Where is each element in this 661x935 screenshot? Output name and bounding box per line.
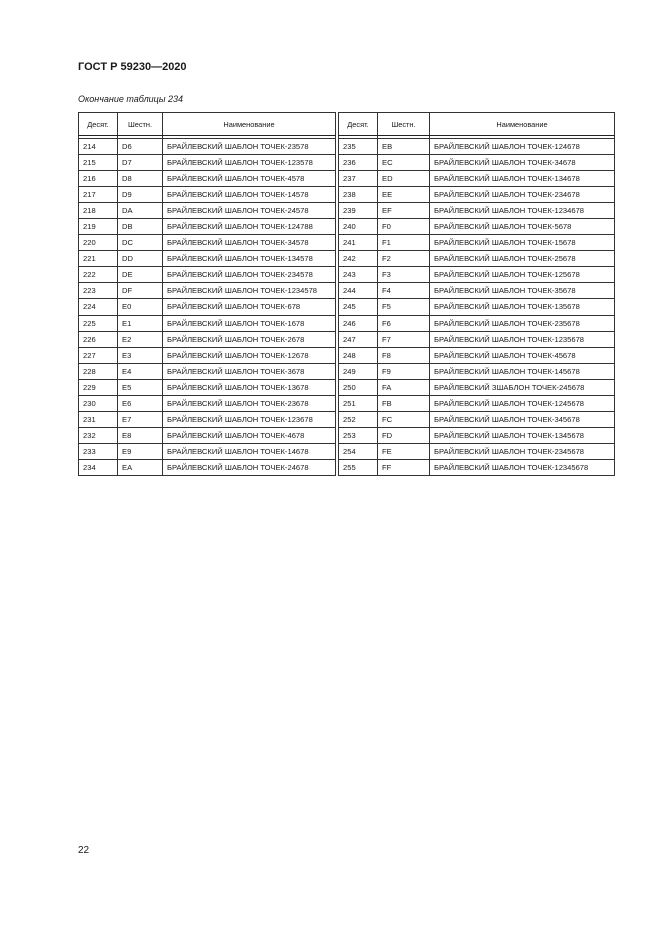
cell-decimal: 243 bbox=[339, 267, 378, 283]
table-row bbox=[339, 139, 615, 155]
cell-name: БРАЙЛЕВСКИЙ ШАБЛОН ТОЧЕК-125678 bbox=[430, 267, 615, 283]
cell-name: БРАЙЛЕВСКИЙ ШАБЛОН ТОЧЕК-1235678 bbox=[430, 331, 615, 347]
table-row bbox=[339, 251, 615, 267]
cell-decimal: 255 bbox=[339, 459, 378, 475]
cell-hex: F5 bbox=[378, 299, 430, 315]
table-row bbox=[79, 171, 336, 187]
cell-decimal: 249 bbox=[339, 363, 378, 379]
table-row bbox=[339, 459, 615, 475]
table-row bbox=[79, 315, 336, 331]
table-row bbox=[79, 459, 336, 475]
cell-name: БРАЙЛЕВСКИЙ ШАБЛОН ТОЧЕК-678 bbox=[163, 299, 336, 315]
cell-hex: E8 bbox=[118, 427, 163, 443]
cell-hex: E7 bbox=[118, 411, 163, 427]
cell-name: БРАЙЛЕВСКИЙ ШАБЛОН ТОЧЕК-23678 bbox=[163, 395, 336, 411]
cell-decimal: 217 bbox=[79, 187, 118, 203]
table-row bbox=[79, 395, 336, 411]
cell-decimal: 234 bbox=[79, 459, 118, 475]
code-table bbox=[78, 112, 614, 472]
column-header-name: Наименование bbox=[163, 113, 336, 136]
cell-hex: EC bbox=[378, 155, 430, 171]
page-number: 22 bbox=[78, 845, 90, 856]
cell-decimal: 248 bbox=[339, 347, 378, 363]
cell-hex: E3 bbox=[118, 347, 163, 363]
cell-decimal: 236 bbox=[339, 155, 378, 171]
table-row bbox=[339, 315, 615, 331]
cell-name: БРАЙЛЕВСКИЙ ШАБЛОН ТОЧЕК-1245678 bbox=[430, 395, 615, 411]
table-row bbox=[339, 427, 615, 443]
table-row bbox=[79, 379, 336, 395]
table-header-row bbox=[339, 113, 615, 136]
cell-hex: ED bbox=[378, 171, 430, 187]
cell-hex: E5 bbox=[118, 379, 163, 395]
cell-name: БРАЙЛЕВСКИЙ ШАБЛОН ТОЧЕК-1234678 bbox=[430, 203, 615, 219]
cell-hex: E4 bbox=[118, 363, 163, 379]
cell-hex: E1 bbox=[118, 315, 163, 331]
cell-hex: F0 bbox=[378, 219, 430, 235]
cell-hex: D7 bbox=[118, 155, 163, 171]
cell-hex: EA bbox=[118, 459, 163, 475]
cell-decimal: 242 bbox=[339, 251, 378, 267]
cell-hex: DC bbox=[118, 235, 163, 251]
cell-hex: FC bbox=[378, 411, 430, 427]
table-row bbox=[79, 347, 336, 363]
cell-name: БРАЙЛЕВСКИЙ ШАБЛОН ТОЧЕК-345678 bbox=[430, 411, 615, 427]
cell-name: БРАЙЛЕВСКИЙ ШАБЛОН ТОЧЕК-1678 bbox=[163, 315, 336, 331]
cell-hex: FE bbox=[378, 443, 430, 459]
cell-hex: FF bbox=[378, 459, 430, 475]
table-row bbox=[79, 443, 336, 459]
cell-decimal: 245 bbox=[339, 299, 378, 315]
cell-decimal: 229 bbox=[79, 379, 118, 395]
table-row bbox=[79, 427, 336, 443]
table-row bbox=[339, 203, 615, 219]
cell-decimal: 221 bbox=[79, 251, 118, 267]
cell-name: БРАЙЛЕВСКИЙ ШАБЛОН ТОЧЕК-2345678 bbox=[430, 443, 615, 459]
cell-hex: DB bbox=[118, 219, 163, 235]
table-row bbox=[79, 331, 336, 347]
cell-name: БРАЙЛЕВСКИЙ ШАБЛОН ТОЧЕК-25678 bbox=[430, 251, 615, 267]
cell-name: БРАЙЛЕВСКИЙ ШАБЛОН ТОЧЕК-34678 bbox=[430, 155, 615, 171]
cell-hex: F9 bbox=[378, 363, 430, 379]
cell-decimal: 237 bbox=[339, 171, 378, 187]
table-row bbox=[339, 379, 615, 395]
cell-decimal: 253 bbox=[339, 427, 378, 443]
table-caption: Окончание таблицы 234 bbox=[78, 94, 183, 104]
table-row bbox=[339, 155, 615, 171]
cell-decimal: 244 bbox=[339, 283, 378, 299]
cell-decimal: 222 bbox=[79, 267, 118, 283]
cell-decimal: 239 bbox=[339, 203, 378, 219]
table-row bbox=[339, 219, 615, 235]
column-header-name: Наименование bbox=[430, 113, 615, 136]
cell-hex: DF bbox=[118, 283, 163, 299]
cell-name: БРАЙЛЕВСКИЙ ШАБЛОН ТОЧЕК-145678 bbox=[430, 363, 615, 379]
cell-name: БРАЙЛЕВСКИЙ ШАБЛОН ТОЧЕК-5678 bbox=[430, 219, 615, 235]
cell-decimal: 235 bbox=[339, 139, 378, 155]
cell-decimal: 231 bbox=[79, 411, 118, 427]
cell-hex: EB bbox=[378, 139, 430, 155]
cell-decimal: 230 bbox=[79, 395, 118, 411]
table-row bbox=[79, 283, 336, 299]
cell-name: БРАЙЛЕВСКИЙ ШАБЛОН ТОЧЕК-12345678 bbox=[430, 459, 615, 475]
table-row bbox=[339, 283, 615, 299]
cell-name: БРАЙЛЕВСКИЙ ШАБЛОН ТОЧЕК-45678 bbox=[430, 347, 615, 363]
cell-hex: F2 bbox=[378, 251, 430, 267]
cell-name: БРАЙЛЕВСКИЙ ШАБЛОН ТОЧЕК-23578 bbox=[163, 139, 336, 155]
table-row bbox=[79, 139, 336, 155]
cell-hex: D6 bbox=[118, 139, 163, 155]
cell-name: БРАЙЛЕВСКИЙ ШАБЛОН ТОЧЕК-34578 bbox=[163, 235, 336, 251]
cell-hex: DE bbox=[118, 267, 163, 283]
table-row bbox=[79, 187, 336, 203]
table-row bbox=[339, 331, 615, 347]
column-header-hex: Шестн. bbox=[118, 113, 163, 136]
cell-name: БРАЙЛЕВСКИЙ ШАБЛОН ТОЧЕК-24578 bbox=[163, 203, 336, 219]
cell-hex: F3 bbox=[378, 267, 430, 283]
cell-decimal: 220 bbox=[79, 235, 118, 251]
cell-decimal: 254 bbox=[339, 443, 378, 459]
cell-decimal: 224 bbox=[79, 299, 118, 315]
table-row bbox=[79, 203, 336, 219]
table-row bbox=[339, 267, 615, 283]
cell-hex: FB bbox=[378, 395, 430, 411]
cell-name: БРАЙЛЕВСКИЙ ШАБЛОН ТОЧЕК-4578 bbox=[163, 171, 336, 187]
table-row bbox=[79, 219, 336, 235]
cell-decimal: 246 bbox=[339, 315, 378, 331]
table-row bbox=[339, 235, 615, 251]
cell-decimal: 233 bbox=[79, 443, 118, 459]
column-header-hex: Шестн. bbox=[378, 113, 430, 136]
table-row bbox=[339, 411, 615, 427]
table-row bbox=[339, 299, 615, 315]
cell-hex: FA bbox=[378, 379, 430, 395]
cell-decimal: 250 bbox=[339, 379, 378, 395]
table-row bbox=[79, 411, 336, 427]
cell-hex: F6 bbox=[378, 315, 430, 331]
cell-decimal: 251 bbox=[339, 395, 378, 411]
cell-decimal: 223 bbox=[79, 283, 118, 299]
cell-name: БРАЙЛЕВСКИЙ ШАБЛОН ТОЧЕК-15678 bbox=[430, 235, 615, 251]
table-row bbox=[339, 443, 615, 459]
cell-name: БРАЙЛЕВСКИЙ ШАБЛОН ТОЧЕК-3678 bbox=[163, 363, 336, 379]
table-row bbox=[79, 251, 336, 267]
column-header-decimal: Десят. bbox=[339, 113, 378, 136]
cell-hex: F1 bbox=[378, 235, 430, 251]
table-row bbox=[79, 235, 336, 251]
cell-decimal: 216 bbox=[79, 171, 118, 187]
table-row bbox=[339, 171, 615, 187]
cell-decimal: 214 bbox=[79, 139, 118, 155]
cell-hex: F8 bbox=[378, 347, 430, 363]
cell-name: БРАЙЛЕВСКИЙ ШАБЛОН ТОЧЕК-134678 bbox=[430, 171, 615, 187]
table-row bbox=[79, 155, 336, 171]
cell-decimal: 247 bbox=[339, 331, 378, 347]
cell-hex: E0 bbox=[118, 299, 163, 315]
cell-name: БРАЙЛЕВСКИЙ ШАБЛОН ТОЧЕК-12678 bbox=[163, 347, 336, 363]
table-row bbox=[339, 187, 615, 203]
cell-decimal: 218 bbox=[79, 203, 118, 219]
cell-name: БРАЙЛЕВСКИЙ ШАБЛОН ТОЧЕК-123578 bbox=[163, 155, 336, 171]
cell-decimal: 241 bbox=[339, 235, 378, 251]
cell-hex: DD bbox=[118, 251, 163, 267]
table-row bbox=[339, 347, 615, 363]
cell-hex: E6 bbox=[118, 395, 163, 411]
cell-decimal: 219 bbox=[79, 219, 118, 235]
cell-hex: EE bbox=[378, 187, 430, 203]
cell-name: БРАЙЛЕВСКИЙ ШАБЛОН ТОЧЕК-234678 bbox=[430, 187, 615, 203]
cell-name: БРАЙЛЕВСКИЙ ШАБЛОН ТОЧЕК-234578 bbox=[163, 267, 336, 283]
cell-decimal: 227 bbox=[79, 347, 118, 363]
cell-decimal: 238 bbox=[339, 187, 378, 203]
cell-hex: E2 bbox=[118, 331, 163, 347]
cell-name: БРАЙЛЕВСКИЙ ШАБЛОН ТОЧЕК-235678 bbox=[430, 315, 615, 331]
table-row bbox=[339, 395, 615, 411]
cell-decimal: 226 bbox=[79, 331, 118, 347]
cell-name: БРАЙЛЕВСКИЙ ШАБЛОН ТОЧЕК-124788 bbox=[163, 219, 336, 235]
cell-name: БРАЙЛЕВСКИЙ ШАБЛОН ТОЧЕК-135678 bbox=[430, 299, 615, 315]
cell-decimal: 232 bbox=[79, 427, 118, 443]
cell-name: БРАЙЛЕВСКИЙ ЗШАБЛОН ТОЧЕК-245678 bbox=[430, 379, 615, 395]
cell-name: БРАЙЛЕВСКИЙ ШАБЛОН ТОЧЕК-14678 bbox=[163, 443, 336, 459]
cell-hex: F4 bbox=[378, 283, 430, 299]
cell-hex: DA bbox=[118, 203, 163, 219]
cell-decimal: 215 bbox=[79, 155, 118, 171]
cell-name: БРАЙЛЕВСКИЙ ШАБЛОН ТОЧЕК-1345678 bbox=[430, 427, 615, 443]
code-table-left bbox=[78, 112, 336, 476]
cell-name: БРАЙЛЕВСКИЙ ШАБЛОН ТОЧЕК-35678 bbox=[430, 283, 615, 299]
cell-name: БРАЙЛЕВСКИЙ ШАБЛОН ТОЧЕК-24678 bbox=[163, 459, 336, 475]
cell-name: БРАЙЛЕВСКИЙ ШАБЛОН ТОЧЕК-4678 bbox=[163, 427, 336, 443]
cell-decimal: 252 bbox=[339, 411, 378, 427]
cell-hex: EF bbox=[378, 203, 430, 219]
cell-hex: F7 bbox=[378, 331, 430, 347]
cell-decimal: 228 bbox=[79, 363, 118, 379]
cell-name: БРАЙЛЕВСКИЙ ШАБЛОН ТОЧЕК-124678 bbox=[430, 139, 615, 155]
cell-hex: D8 bbox=[118, 171, 163, 187]
cell-hex: E9 bbox=[118, 443, 163, 459]
cell-hex: FD bbox=[378, 427, 430, 443]
cell-name: БРАЙЛЕВСКИЙ ШАБЛОН ТОЧЕК-1234578 bbox=[163, 283, 336, 299]
table-row bbox=[79, 299, 336, 315]
cell-hex: D9 bbox=[118, 187, 163, 203]
cell-name: БРАЙЛЕВСКИЙ ШАБЛОН ТОЧЕК-14578 bbox=[163, 187, 336, 203]
table-row bbox=[79, 363, 336, 379]
table-row bbox=[79, 267, 336, 283]
cell-decimal: 225 bbox=[79, 315, 118, 331]
code-table-right bbox=[338, 112, 615, 476]
table-row bbox=[339, 363, 615, 379]
cell-name: БРАЙЛЕВСКИЙ ШАБЛОН ТОЧЕК-2678 bbox=[163, 331, 336, 347]
document-code: ГОСТ Р 59230—2020 bbox=[78, 61, 187, 73]
cell-name: БРАЙЛЕВСКИЙ ШАБЛОН ТОЧЕК-13678 bbox=[163, 379, 336, 395]
cell-decimal: 240 bbox=[339, 219, 378, 235]
table-header-row bbox=[79, 113, 336, 136]
cell-name: БРАЙЛЕВСКИЙ ШАБЛОН ТОЧЕК-123678 bbox=[163, 411, 336, 427]
column-header-decimal: Десят. bbox=[79, 113, 118, 136]
cell-name: БРАЙЛЕВСКИЙ ШАБЛОН ТОЧЕК-134578 bbox=[163, 251, 336, 267]
